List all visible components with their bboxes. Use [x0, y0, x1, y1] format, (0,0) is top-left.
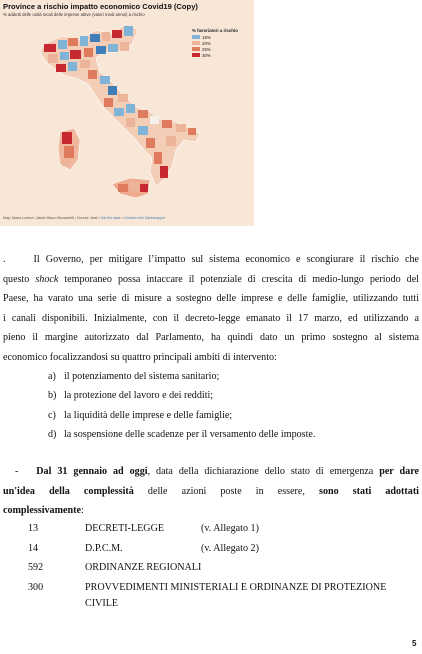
- map-legend: [192, 28, 252, 58]
- line-text: temporaneo possa intaccare il potenziale di crescita di medio-lungo periodo del: [64, 273, 419, 285]
- paragraph-line: pieno il margine autorizzato dal Parlamento, ha quindi dato un primo sostegno al sistema: [3, 332, 419, 344]
- map-subtitle: % addetti delle unità locali delle imprese attive (valori medi annui) a rischio: [3, 12, 145, 17]
- paragraph-line: [3, 482, 419, 502]
- legend-swatch: [192, 47, 200, 51]
- act-label: ORDINANZE REGIONALI: [85, 562, 202, 573]
- list-item: [48, 386, 418, 405]
- bold-date: Dal 31 gennaio ad oggi: [36, 466, 148, 477]
- paragraph-line: i canali disponibili. Inizialmente, con il decreto-legge emanato il 17 marzo, ed utilizzando a: [3, 312, 419, 324]
- list-text: la sospensione delle scadenze per il versamento delle imposte.: [64, 429, 316, 441]
- list-text: la liquidità delle imprese e delle famiglie;: [64, 409, 233, 421]
- table-row: [28, 578, 420, 612]
- act-count: 14: [28, 542, 39, 554]
- map-title: Province a rischio impatto economico Covid19 (Copy): [3, 2, 198, 11]
- page-number: 5: [412, 639, 417, 648]
- plain-text: , data della dichiarazione dello stato di emergenza: [147, 466, 374, 477]
- paragraph-line: [3, 462, 419, 482]
- list-item: [48, 425, 418, 444]
- datawrapper-link[interactable]: Created with Datawrapper: [123, 216, 166, 220]
- act-count: 13: [28, 523, 39, 534]
- legend-label: 20%: [202, 40, 211, 46]
- colon: :: [80, 505, 84, 517]
- act-label: DECRETI-LEGGE: [85, 523, 165, 534]
- act-label: D.P.C.M.: [85, 542, 123, 554]
- intervention-list: [48, 367, 418, 445]
- table-row: [28, 558, 420, 578]
- paragraph-line: Paese, ha varato una serie di misure a sostegno delle imprese e delle famiglie, utilizzando tutti: [3, 293, 419, 305]
- paragraph-line: [3, 501, 419, 521]
- legend-swatch: [192, 41, 200, 45]
- legend-label: 15%: [202, 34, 211, 40]
- list-marker: c): [48, 409, 56, 421]
- act-count: 300: [28, 581, 44, 593]
- footer-separator: •: [121, 216, 123, 220]
- list-item: [48, 367, 418, 386]
- plain-text: delle azioni poste in essere,: [147, 485, 305, 497]
- acts-table: [28, 519, 420, 612]
- legend-title: % favoriatori a rischio: [192, 28, 238, 33]
- legend-label: 25%: [202, 46, 211, 52]
- legend-label: 30%: [202, 52, 211, 58]
- table-row: [28, 539, 420, 559]
- map-credit: Map: Maria Lorenzi, Jakob Mauro Bucciarelli • Source: Istat •: [3, 216, 100, 220]
- list-marker: b): [48, 390, 57, 402]
- list-text: il potenziamento del sistema sanitario;: [64, 371, 220, 382]
- legend-swatch: [192, 53, 200, 57]
- map-footer: [3, 216, 253, 220]
- act-reference: (v. Allegato 2): [201, 542, 259, 554]
- get-data-link[interactable]: Get the data: [100, 216, 121, 220]
- act-count: 592: [28, 562, 44, 573]
- line-text: Il Governo, per mitigare l’impatto sul sistema economico e scongiurare il rischio che: [33, 254, 419, 265]
- list-marker: a): [48, 371, 56, 382]
- bold-text: sono stati adottati: [319, 485, 419, 497]
- list-item: [48, 406, 418, 425]
- legend-swatch: [192, 35, 200, 39]
- paragraph-line: economico focalizzandosi su quattro principali ambiti di intervento:: [3, 351, 277, 363]
- paragraph-line: [3, 270, 419, 290]
- paragraph-line: [3, 250, 419, 270]
- act-reference: (v. Allegato 1): [201, 523, 259, 534]
- paragraph-summary: [3, 462, 419, 521]
- paragraph-intro: [3, 250, 419, 368]
- line-prefix: questo: [3, 273, 30, 285]
- bold-text: complessivamente: [3, 505, 81, 517]
- act-label: PROVVEDIMENTI MINISTERIALI E ORDINANZE DI PROTEZIONE CIVILE: [85, 581, 387, 609]
- list-text: la protezione del lavoro e dei redditi;: [64, 390, 214, 402]
- italic-word: shock: [35, 273, 59, 285]
- map-card: [0, 0, 254, 226]
- bold-text: per dare: [379, 466, 419, 477]
- legend-item: [192, 52, 252, 58]
- list-marker: d): [48, 429, 57, 441]
- lead-dot: .: [3, 254, 6, 265]
- bold-text: un'idea della complessità: [3, 485, 134, 497]
- dash: -: [15, 466, 19, 477]
- table-row: [28, 519, 420, 539]
